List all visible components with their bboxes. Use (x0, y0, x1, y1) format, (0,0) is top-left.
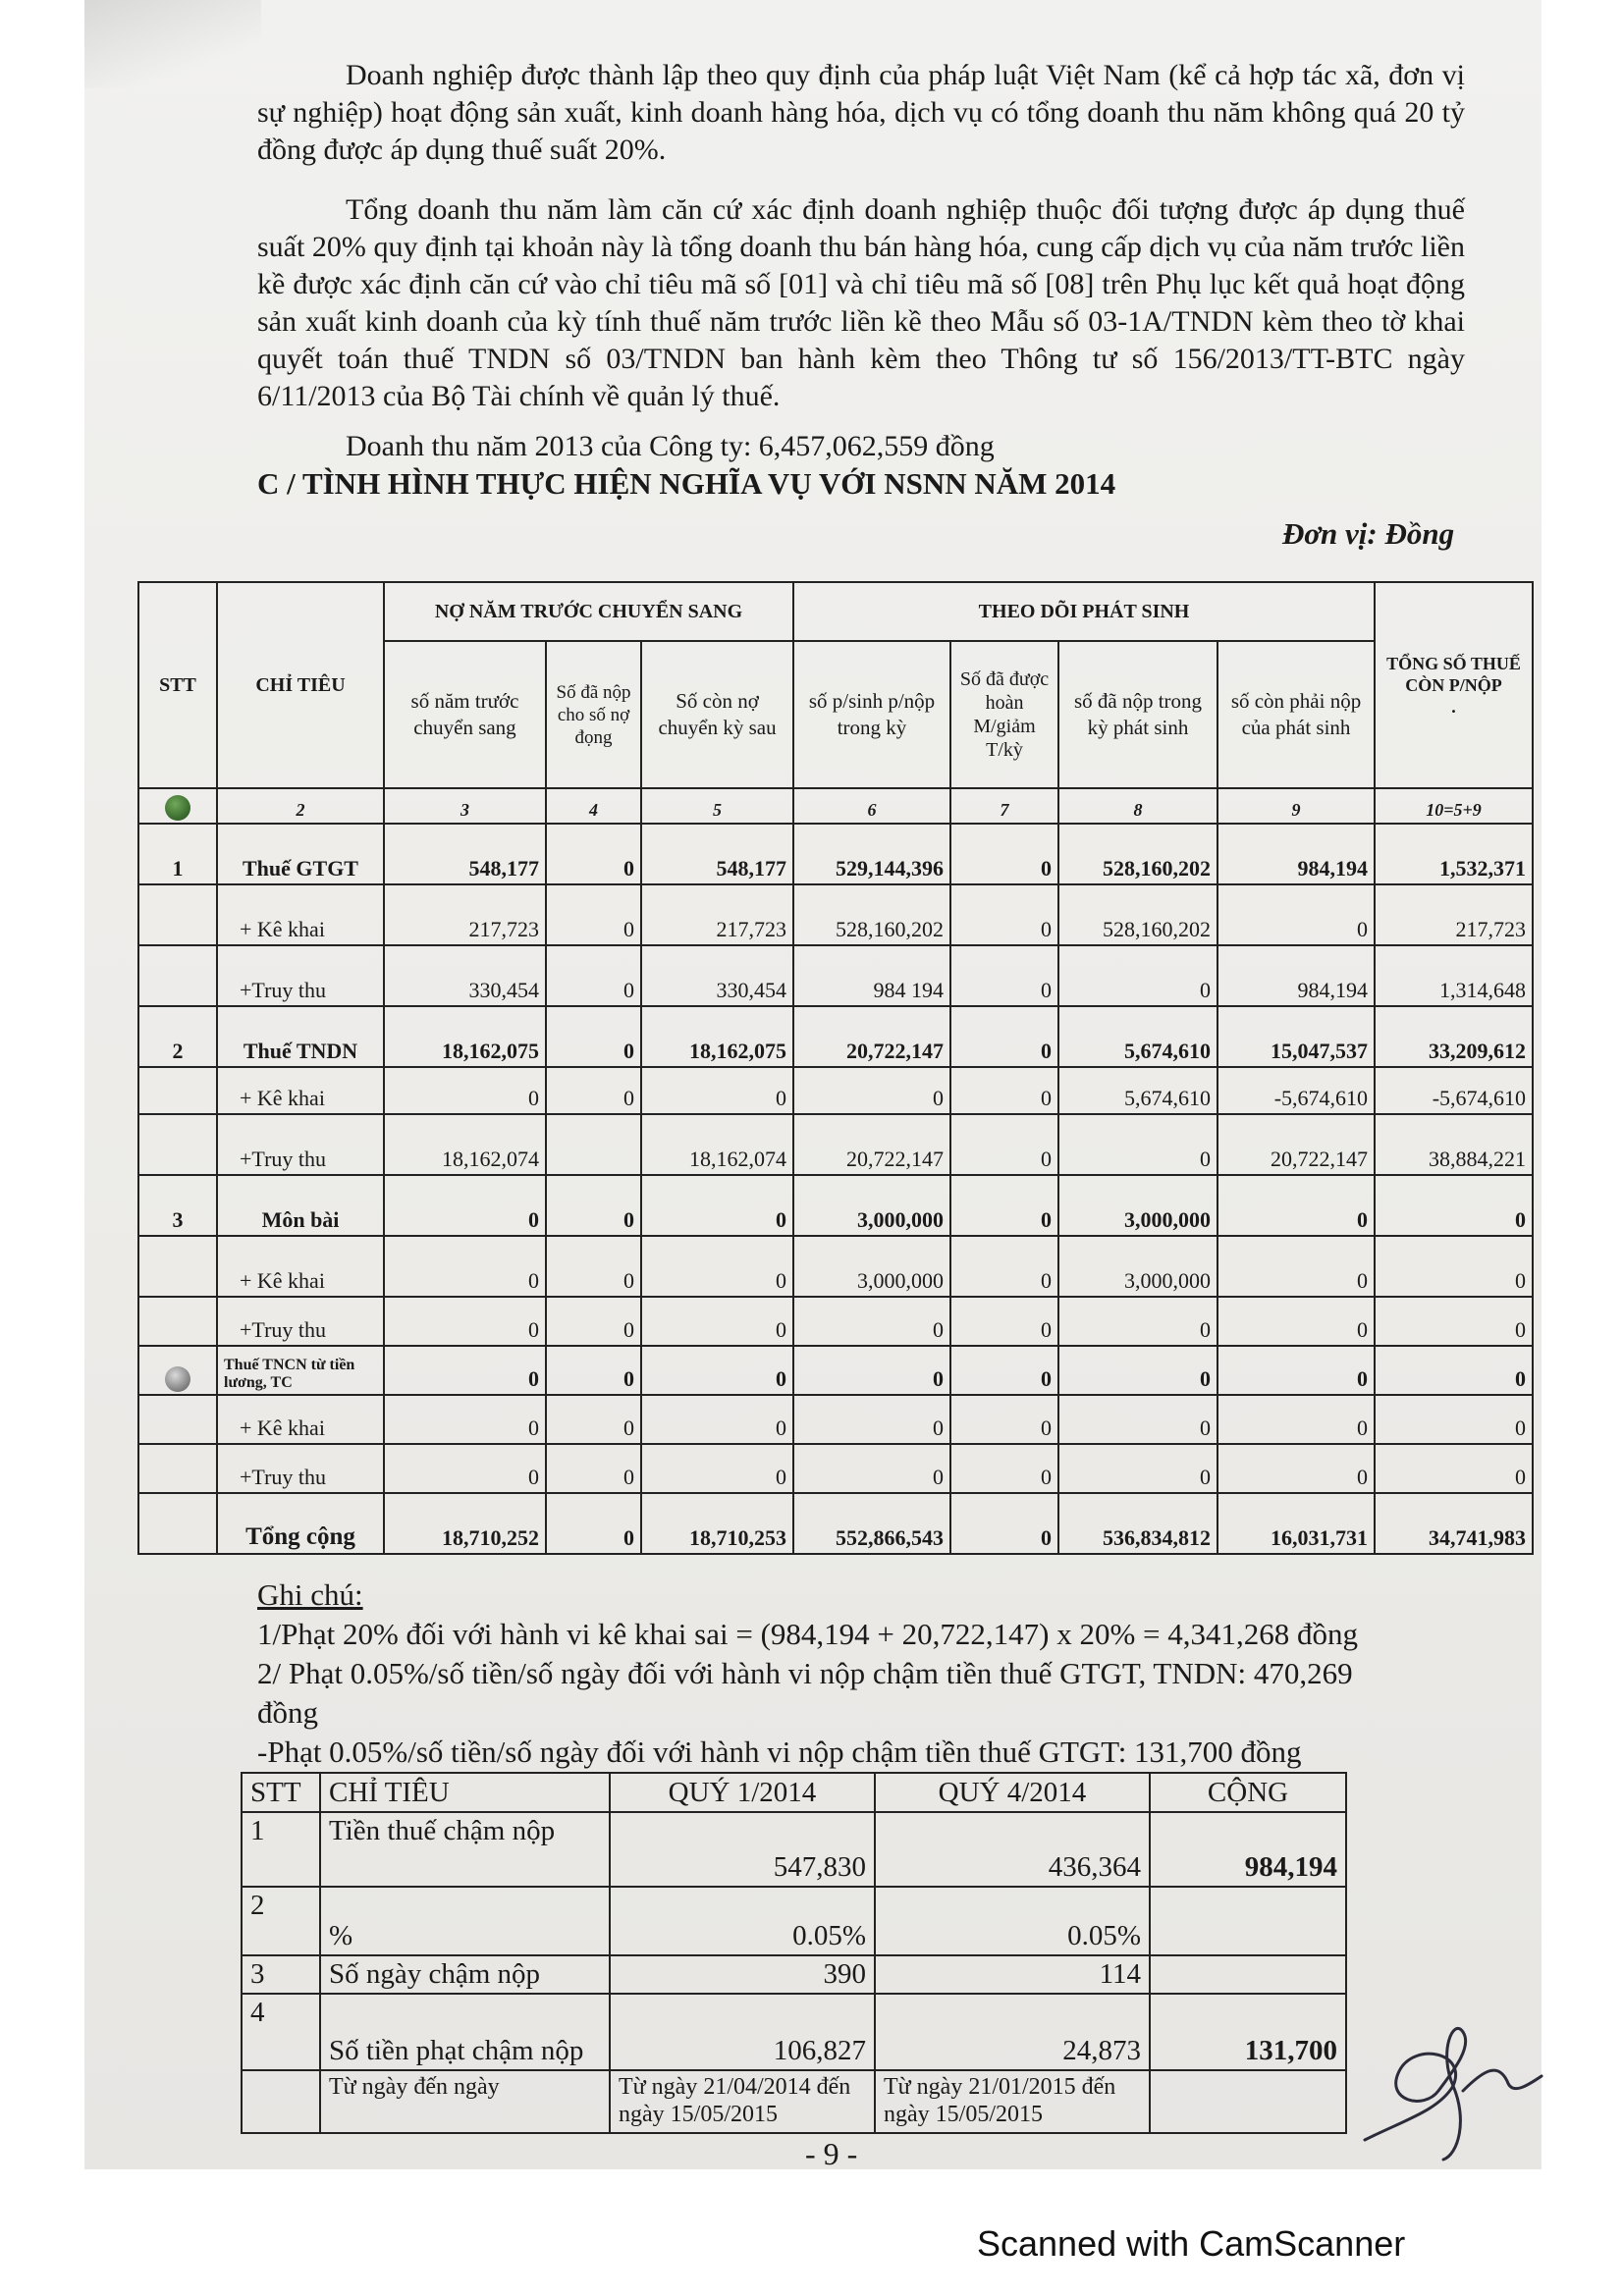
col-arising: số p/sinh p/nộp trong kỳ (793, 641, 950, 788)
table-row: 3 Môn bài 0 0 0 3,000,000 0 3,000,000 0 0 (138, 1175, 1533, 1236)
total-row: Tổng cộng 18,710,252 0 18,710,253 552,866,543 0 536,834,812 16,031,731 34,741,983 (138, 1493, 1533, 1554)
table-row: 1 Tiền thuế chậm nộp 547,830 436,364 984,194 (242, 1812, 1346, 1887)
intro-paragraph-2: Tổng doanh thu năm làm căn cứ xác định doanh nghiệp thuộc đối tượng được áp dụng thuế suất 20% quy định tại khoản này là tổng doanh thu bán hàng hóa, cung cấp dịch vụ của năm trước liền kề được xác định căn cứ vào chỉ tiêu mã số [01] và chỉ tiêu mã số [08] trên Phụ lục kết quả hoạt động sản xuất kinh doanh của kỳ tính thuế năm trước liền kề theo Mẫu số 03-1A/TNDN kèm theo tờ khai quyết toán thuế TNDN số 03/TNDN ban hành kèm theo Thông tư số 156/2013/TT-BTC ngày 6/11/2013 của Bộ Tài chính về quản lý thuế. (257, 193, 1465, 412)
col-chi-tieu: CHỈ TIÊU (217, 582, 384, 788)
table-row: +Truy thu 0 0 0 0 0 0 0 0 (138, 1444, 1533, 1493)
table-row: 4 Số tiền phạt chậm nộp 106,827 24,873 131,700 (242, 1994, 1346, 2070)
col-remaining-debt: Số còn nợ chuyển kỳ sau (641, 641, 793, 788)
handwritten-signature (1345, 1993, 1551, 2179)
revenue-line: Doanh thu năm 2013 của Công ty: 6,457,062,559 đồng (346, 430, 995, 462)
col-total: TỔNG SỐ THUẾ CÒN P/NỘP . (1375, 582, 1533, 788)
tax-obligation-table (137, 581, 1534, 1555)
intro-paragraph-1: Doanh nghiệp được thành lập theo quy định của pháp luật Việt Nam (kể cả hợp tác xã, đơn vị sự nghiệp) hoạt động sản xuất, kinh doanh hàng hóa, dịch vụ có tổng doanh thu năm không quá 20 tỷ đồng được áp dụng thuế suất 20%. (257, 59, 1465, 166)
col-prev-year: số năm trước chuyển sang (384, 641, 546, 788)
col-refunded: Số đã được hoàn M/giảm T/kỳ (950, 641, 1058, 788)
col-stt: STT (138, 582, 217, 788)
grey-dot-mark (165, 1366, 190, 1392)
table-row: + Kê khai 0 0 0 3,000,000 0 3,000,000 0 0 (138, 1236, 1533, 1297)
column-index-row: 2 3 4 5 6 7 8 9 10=5+9 (138, 788, 1533, 824)
table-row: Thuế TNCN từ tiền lương, TC 0 0 0 0 0 0 0 0 (138, 1346, 1533, 1395)
page-fold-shadow (84, 0, 261, 88)
table-row: 1 Thuế GTGT 548,177 0 548,177 529,144,396 0 528,160,202 984,194 1,532,371 (138, 824, 1533, 884)
table-row: +Truy thu 18,162,074 18,162,074 20,722,147 0 0 20,722,147 38,884,221 (138, 1114, 1533, 1175)
table-row: + Kê khai 0 0 0 0 0 5,674,610 -5,674,610 -5,674,610 (138, 1067, 1533, 1114)
col-remaining-arising: số còn phải nộp của phát sinh (1217, 641, 1375, 788)
notes-section (257, 1575, 1475, 1772)
col-paid-period: số đã nộp trong kỳ phát sinh (1058, 641, 1217, 788)
late-payment-table: STT CHỈ TIÊU QUÝ 1/2014 QUÝ 4/2014 CỘNG 1 Tiền thuế chậm nộp 547,830 436,364 984,194 2 % 0.05% 0.05% 3 Số ngày chậm nộp 390 114 4 Số tiền phạt chậm nộp 106,827 24,873 131,700 Từ ngày đến ngày Từ ngày 21/04/2014 đến ngày 15/05/2015 Từ ngày 21/01/2015 đến ngày 15/05/2015 (241, 1772, 1347, 2134)
section-title: C / TÌNH HÌNH THỰC HIỆN NGHĨA VỤ VỚI NSNN NĂM 2014 (257, 466, 1116, 501)
group-tracking: THEO DÕI PHÁT SINH (793, 582, 1375, 641)
table-row: +Truy thu 0 0 0 0 0 0 0 0 (138, 1297, 1533, 1346)
unit-label: Đơn vị: Đồng (1282, 516, 1455, 551)
page-number: - 9 - (805, 2136, 858, 2171)
note-1: 1/Phạt 20% đối với hành vi kê khai sai = (984,194 + 20,722,147) x 20% = 4,341,268 đồng (257, 1617, 1359, 1651)
table-row: Từ ngày đến ngày Từ ngày 21/04/2014 đến ngày 15/05/2015 Từ ngày 21/01/2015 đến ngày 15/05/2015 (242, 2070, 1346, 2133)
note-3: -Phạt 0.05%/số tiền/số ngày đối với hành vi nộp chậm tiền thuế GTGT: 131,700 đồng (257, 1735, 1302, 1769)
table-row: + Kê khai 0 0 0 0 0 0 0 0 (138, 1395, 1533, 1444)
note-2: 2/ Phạt 0.05%/số tiền/số ngày đối với hành vi nộp chậm tiền thuế GTGT, TNDN: 470,269 (257, 1656, 1353, 1690)
notes-title: Ghi chú: (257, 1577, 363, 1612)
table-row: 3 Số ngày chậm nộp 390 114 (242, 1955, 1346, 1994)
table-row: + Kê khai 217,723 0 217,723 528,160,202 0 528,160,202 0 217,723 (138, 884, 1533, 945)
table-row: +Truy thu 330,454 0 330,454 984 194 0 0 984,194 1,314,648 (138, 945, 1533, 1006)
camscanner-watermark: Scanned with CamScanner (977, 2223, 1406, 2264)
col-paid-overdue: Số đã nộp cho số nợ đọng (546, 641, 641, 788)
note-2-cont: đồng (257, 1695, 318, 1730)
green-dot-mark (165, 795, 190, 821)
group-prev-year: NỢ NĂM TRƯỚC CHUYỂN SANG (384, 582, 793, 641)
table-row: 2 % 0.05% 0.05% (242, 1887, 1346, 1955)
table-row: 2 Thuế TNDN 18,162,075 0 18,162,075 20,722,147 0 5,674,610 15,047,537 33,209,612 (138, 1006, 1533, 1067)
